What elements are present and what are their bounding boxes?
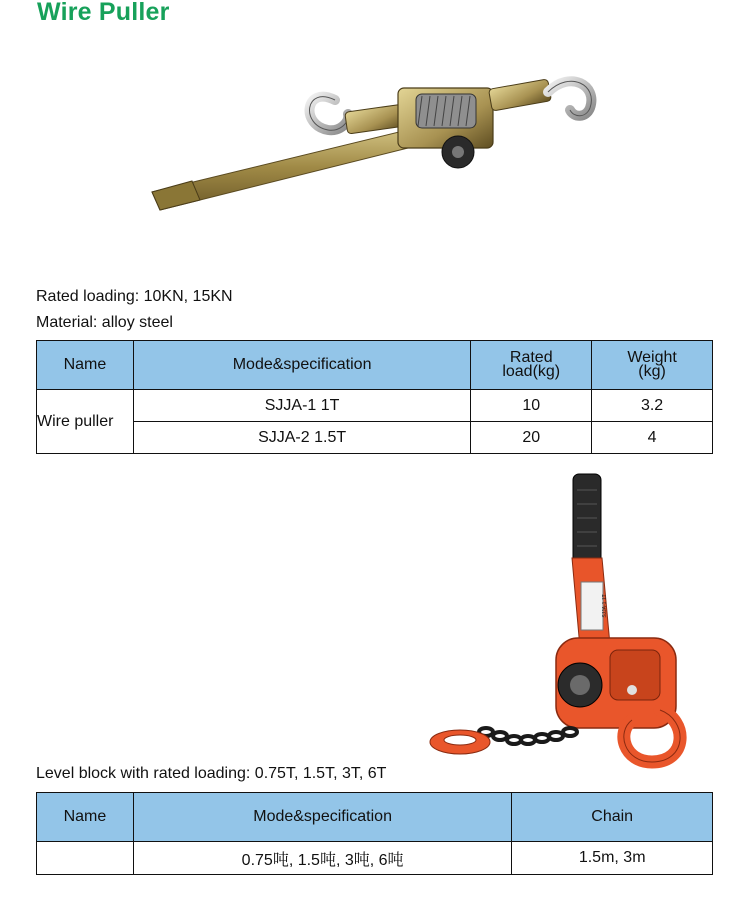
level-block-caption: Level block with rated loading: 0.75T, 1.5T, 3T, 6T (36, 765, 387, 782)
row-name (37, 842, 134, 875)
header-rated-load-line2: load(kg) (502, 363, 561, 380)
header-weight-line1: Weight (627, 349, 677, 366)
level-block-spec-table (36, 792, 713, 875)
row-load: 20 (471, 422, 592, 454)
row-chain: 1.5m, 3m (512, 842, 713, 875)
label-plate-text: SJJA-1 1T (602, 594, 608, 618)
material-text: Material: alloy steel (36, 314, 173, 331)
table-header-row (37, 341, 713, 390)
row-load: 10 (471, 390, 592, 422)
page-title: Wire Puller (37, 0, 170, 26)
header-spec: Mode&specification (133, 341, 470, 390)
wire-puller-image (150, 70, 600, 220)
row-spec: 0.75吨, 1.5吨, 3吨, 6吨 (133, 842, 511, 875)
table-row (37, 842, 713, 875)
wire-puller-spec-table (36, 340, 713, 454)
header-name: Name (37, 793, 134, 842)
row-spec: SJJA-1 1T (133, 390, 470, 422)
header-chain: Chain (512, 793, 713, 842)
row-spec: SJJA-2 1.5T (133, 422, 470, 454)
header-spec: Mode&specification (133, 793, 511, 842)
table-header-row (37, 793, 713, 842)
header-name: Name (37, 341, 134, 390)
level-block-image (420, 470, 690, 770)
group-name-cell: Wire puller (37, 390, 134, 454)
table-row (37, 390, 713, 422)
table-row (37, 422, 713, 454)
row-weight: 4 (592, 422, 713, 454)
header-rated-load (471, 341, 592, 390)
header-rated-load-line1: Rated (509, 349, 553, 366)
rated-loading-text: Rated loading: 10KN, 15KN (36, 288, 233, 305)
header-weight (592, 341, 713, 390)
row-weight: 3.2 (592, 390, 713, 422)
header-weight-line2: (kg) (638, 363, 666, 380)
